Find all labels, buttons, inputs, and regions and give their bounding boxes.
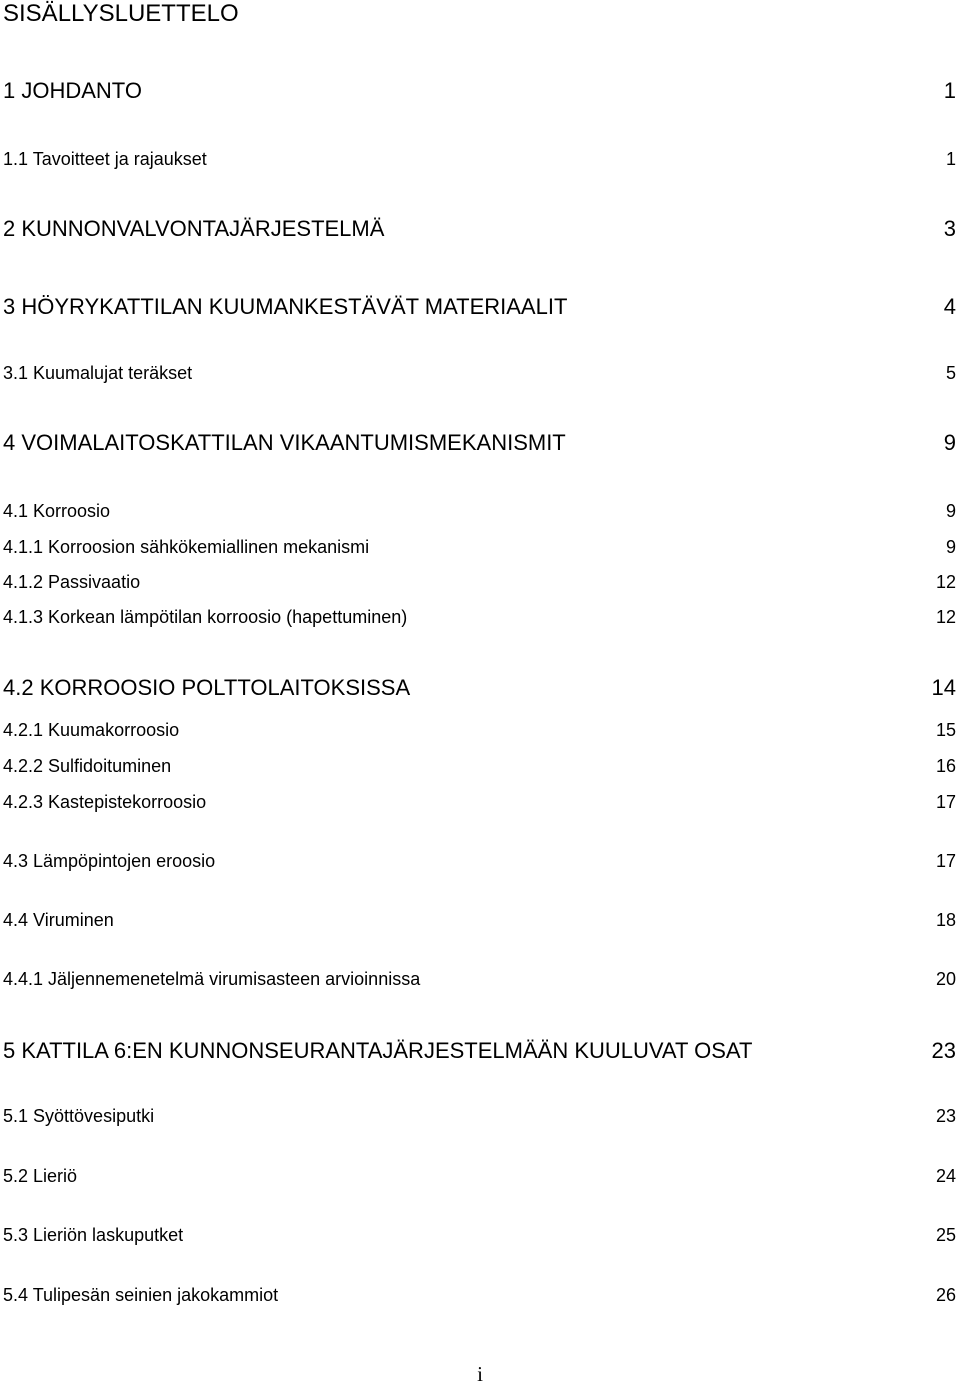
toc-entry-title: 4.4 Viruminen <box>3 910 114 930</box>
toc-entry[interactable] <box>3 1034 956 1064</box>
toc-entry[interactable] <box>3 747 956 777</box>
toc-entry-title: 5.2 Lieriö <box>3 1166 78 1186</box>
toc-entry-page: 9 <box>945 501 956 521</box>
toc-entry[interactable] <box>3 528 956 558</box>
toc-entry-page: 25 <box>935 1225 956 1245</box>
toc-entry-title: 1.1 Tavoitteet ja rajaukset <box>3 149 207 169</box>
toc-entry-page: 1 <box>945 149 956 169</box>
toc-entry[interactable] <box>3 290 956 320</box>
toc-entry[interactable] <box>3 960 956 990</box>
toc-entry-title: 4 VOIMALAITOSKATTILAN VIKAANTUMISMEKANISMIT <box>3 430 566 455</box>
toc-entry[interactable] <box>3 140 956 170</box>
toc-entry-title: 4.1.1 Korroosion sähkökemiallinen mekanismi <box>3 537 370 557</box>
toc-entry[interactable] <box>3 1216 956 1246</box>
toc-entry-title: 5.3 Lieriön laskuputket <box>3 1225 184 1245</box>
toc-entry-page: 20 <box>935 969 956 989</box>
toc-entry-page: 5 <box>945 363 956 383</box>
toc-entry-page: 26 <box>935 1285 956 1305</box>
toc-entry[interactable] <box>3 842 956 872</box>
page-number: i <box>477 1362 483 1386</box>
toc-entry[interactable] <box>3 1097 956 1127</box>
toc-entry-page: 16 <box>935 756 956 776</box>
toc-entry[interactable] <box>3 492 956 522</box>
toc-entry[interactable] <box>3 354 956 384</box>
toc-entry-title: 4.2 KORROOSIO POLTTOLAITOKSISSA <box>3 675 411 700</box>
toc-entry-title: 5.4 Tulipesän seinien jakokammiot <box>3 1285 279 1305</box>
toc-entry-page: 18 <box>935 910 956 930</box>
toc-entry[interactable] <box>3 563 956 593</box>
toc-entry-title: 4.1 Korroosio <box>3 501 111 521</box>
toc-entry[interactable] <box>3 598 956 628</box>
toc-entry-page: 4 <box>943 294 956 319</box>
toc-entry[interactable] <box>3 212 956 242</box>
toc-entry[interactable] <box>3 1276 956 1306</box>
toc-entry-title: 4.4.1 Jäljennemenetelmä virumisasteen arvioinnissa <box>3 969 421 989</box>
toc-entry-title: 4.1.3 Korkean lämpötilan korroosio (hapettuminen) <box>3 607 408 627</box>
toc-entry[interactable] <box>3 783 956 813</box>
toc-entry[interactable] <box>3 426 956 456</box>
toc-entry-title: 2 KUNNONVALVONTAJÄRJESTELMÄ <box>3 216 385 241</box>
toc-entry-title: 3.1 Kuumalujat teräkset <box>3 363 193 383</box>
toc-entry-title: 1 JOHDANTO <box>3 78 142 103</box>
toc-entry-page: 9 <box>943 430 956 455</box>
toc-entry-page: 23 <box>931 1038 956 1063</box>
toc-entry-page: 23 <box>935 1106 956 1126</box>
toc-entry-title: 5.1 Syöttövesiputki <box>3 1106 155 1126</box>
toc-entry-page: 12 <box>935 607 956 627</box>
toc-entry[interactable] <box>3 711 956 741</box>
toc-entry[interactable] <box>3 671 956 701</box>
toc-entry-title: 4.2.2 Sulfidoituminen <box>3 756 172 776</box>
toc-entry[interactable] <box>3 901 956 931</box>
toc-entry-title: 4.2.3 Kastepistekorroosio <box>3 792 207 812</box>
toc-entry-title: 4.1.2 Passivaatio <box>3 572 141 592</box>
toc-entry-page: 9 <box>945 537 956 557</box>
toc-entry[interactable] <box>3 1157 956 1187</box>
toc-entry-page: 12 <box>935 572 956 592</box>
toc-entry-page: 24 <box>935 1166 956 1186</box>
toc-entry-page: 17 <box>935 792 956 812</box>
toc-entry-page: 1 <box>943 78 956 103</box>
toc-entry-page: 14 <box>931 675 956 700</box>
toc-entry-title: 4.2.1 Kuumakorroosio <box>3 720 180 740</box>
toc-entry-page: 17 <box>935 851 956 871</box>
toc-heading: SISÄLLYSLUETTELO <box>3 0 239 27</box>
toc-entry-page: 3 <box>943 216 956 241</box>
toc-entry-title: 3 HÖYRYKATTILAN KUUMANKESTÄVÄT MATERIAALIT <box>3 294 568 319</box>
toc-entry[interactable] <box>3 74 956 104</box>
toc-entry-title: 4.3 Lämpöpintojen eroosio <box>3 851 216 871</box>
toc-entry-page: 15 <box>935 720 956 740</box>
toc-entry-title: 5 KATTILA 6:EN KUNNONSEURANTAJÄRJESTELMÄÄN KUULUVAT OSAT <box>3 1038 753 1063</box>
